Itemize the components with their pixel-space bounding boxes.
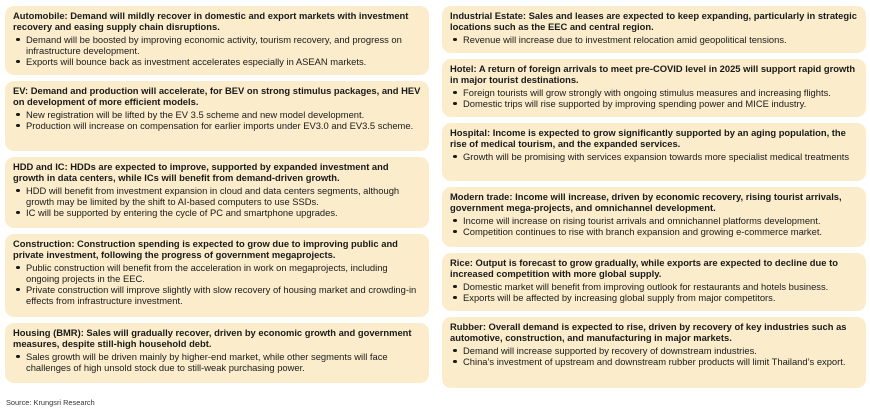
source-note: Source: Krungsri Research bbox=[6, 398, 95, 407]
card-title: Hospital: Income is expected to grow significantly supported by an aging population, the rise of medical tourism, and the expanded services. bbox=[450, 127, 846, 150]
card-title: Automobile: Demand will mildly recover in domestic and export markets with investment recovery and easing supply chain disruptions. bbox=[13, 10, 409, 33]
card-title: Industrial Estate: Sales and leases are expected to keep expanding, particularly in strategic locations such as the EEC and central region. bbox=[450, 10, 857, 33]
card-housing bbox=[5, 323, 429, 383]
card-title: EV: Demand and production will accelerate, for BEV on strong stimulus packages, and HEV on development of more efficient models. bbox=[13, 85, 421, 108]
card-title: Construction: Construction spending is expected to grow due to improving public and private investment, following the progress of government megaprojects. bbox=[13, 238, 398, 261]
card-title: Housing (BMR): Sales will gradually recover, driven by economic growth and government measures, despite still-high household debt. bbox=[13, 327, 412, 350]
card-construction bbox=[5, 234, 429, 317]
card-title: Rice: Output is forecast to grow gradually, while exports are expected to decline due to increased competition with more global supply. bbox=[450, 257, 838, 280]
bullet-item: Growth will be promising with services expansion towards more specialist medical treatments bbox=[450, 151, 858, 162]
bullet-item: Private construction will improve slightly with slow recovery of housing market and crowding-in effects from infrastructure investment. bbox=[13, 284, 421, 306]
bullet-item: Demand will increase supported by recovery of downstream industries. bbox=[450, 345, 858, 356]
card-ev bbox=[5, 81, 429, 151]
card-title: Rubber: Overall demand is expected to rise, driven by recovery of key industries such as automotive, construction, and manufacturing in major markets. bbox=[450, 321, 847, 344]
bullet-list bbox=[450, 151, 858, 162]
left-column bbox=[5, 6, 429, 383]
bullet-item: New registration will be lifted by the EV 3.5 scheme and new model development. bbox=[13, 109, 421, 120]
bullet-list bbox=[13, 351, 421, 373]
card-automobile bbox=[5, 6, 429, 75]
card-title: HDD and IC: HDDs are expected to improve, supported by expanded investment and growth in data centers, while ICs will benefit from demand-driven growth. bbox=[13, 161, 389, 184]
bullet-item: Demand will be boosted by improving economic activity, tourism recovery, and progress on infrastructure development. bbox=[13, 34, 421, 56]
card-industrial-estate bbox=[442, 6, 866, 53]
bullet-list bbox=[13, 262, 421, 306]
card-modern-trade bbox=[442, 187, 866, 247]
bullet-list bbox=[450, 87, 858, 109]
card-hospital bbox=[442, 123, 866, 181]
bullet-item: Revenue will increase due to investment relocation amid geopolitical tensions. bbox=[450, 34, 858, 45]
bullet-item: IC will be supported by entering the cycle of PC and smartphone upgrades. bbox=[13, 207, 421, 218]
bullet-item: Foreign tourists will grow strongly with ongoing stimulus measures and increasing flights. bbox=[450, 87, 858, 98]
bullet-item: Public construction will benefit from the acceleration in work on megaprojects, including ongoing projects in the EEC. bbox=[13, 262, 421, 284]
bullet-item: Sales growth will be driven mainly by higher-end market, while other segments will face challenges of high unsold stock due to still-weak purchasing power. bbox=[13, 351, 421, 373]
bullet-item: Income will increase on rising tourist arrivals and omnichannel platforms development. bbox=[450, 215, 858, 226]
card-rice bbox=[442, 253, 866, 311]
bullet-list bbox=[450, 281, 858, 303]
bullet-list bbox=[13, 185, 421, 218]
bullet-item: Exports will bounce back as investment accelerates especially in ASEAN markets. bbox=[13, 56, 421, 67]
bullet-item: Exports will be affected by increasing global supply from major competitors. bbox=[450, 292, 858, 303]
bullet-item: Production will increase on compensation for earlier imports under EV3.0 and EV3.5 scheme. bbox=[13, 120, 421, 131]
right-column bbox=[442, 6, 866, 388]
bullet-item: Domestic market will benefit from improving outlook for restaurants and hotels business. bbox=[450, 281, 858, 292]
bullet-item: Domestic trips will rise supported by improving spending power and MICE industry. bbox=[450, 98, 858, 109]
card-rubber bbox=[442, 317, 866, 388]
bullet-item: China’s investment of upstream and downstream rubber products will limit Thailand’s export. bbox=[450, 356, 858, 367]
card-hdd-ic bbox=[5, 157, 429, 228]
card-title: Modern trade: Income will increase, driven by economic recovery, rising tourist arrivals, government mega-projects, and omnichannel development. bbox=[450, 191, 842, 214]
bullet-list bbox=[13, 34, 421, 67]
bullet-list bbox=[450, 34, 858, 45]
bullet-list bbox=[450, 345, 858, 367]
card-hotel bbox=[442, 59, 866, 117]
bullet-item: HDD will benefit from investment expansion in cloud and data centers segments, although growth may be limited by the shift to AI-based computers to use SSDs. bbox=[13, 185, 421, 207]
bullet-list bbox=[450, 215, 858, 237]
bullet-item: Competition continues to rise with branch expansion and growing e-commerce market. bbox=[450, 226, 858, 237]
bullet-list bbox=[13, 109, 421, 131]
card-title: Hotel: A return of foreign arrivals to meet pre-COVID level in 2025 will support rapid growth in major tourist destinations. bbox=[450, 63, 856, 86]
